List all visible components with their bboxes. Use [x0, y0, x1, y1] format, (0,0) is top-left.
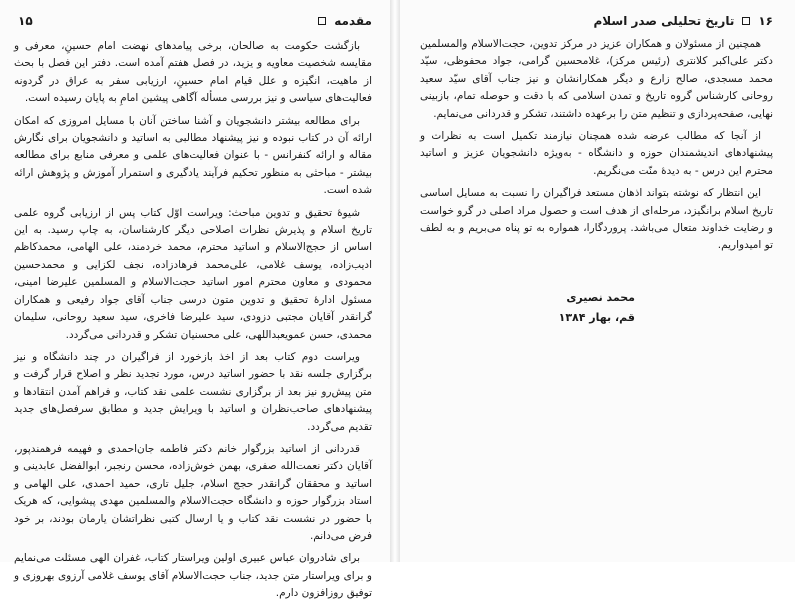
left-body-text	[14, 38, 372, 608]
left-header-title-group	[318, 14, 372, 28]
author-signature	[520, 288, 635, 328]
book-gutter	[390, 0, 400, 562]
paragraph: از آنجا که مطالب عرضه شده همچنان نیازمند تکمیل است به نظرات و پیشنهادهای اندیشمندان حوزه و دانشگاه - به‌ویژه دانشجویان عزیز و اساتید محترم این درس - به دیدهٔ منّت می‌نگریم.	[420, 130, 773, 177]
right-page-number: ۱۶	[758, 14, 773, 28]
paragraph: بازگشت حکومت به صالحان، برخی پیامدهای نهضت امام حسینِ، معرفی و مقایسه شخصیت معاویه و یزید، در فصل هفتم آمده است. دفتر این فصل با بحث از ماهیت، انگیزه و علل قیام امام حسینِ، ارزیابی سفر به عراق در گردونه فعالیت‌های سیاسی و نیز بررسی مسأله آگاهی پیشین امامِ به پایان رسیده است.	[14, 40, 372, 105]
paragraph: برای مطالعه بیشتر دانشجویان و آشنا ساختن آنان با مسایل امروزی که امکان ارائه آن در کتاب نبوده و نیز پیشنهاد مطالبی به اساتید و دانشجویان برای نگارش مقاله و ارائه کنفرانس - با عنوان فعالیت‌های علمی و معرفی منابع برای مطالعه بیشتر - مباحثی به منظور تحکیم فرآیند یادگیری و استمرار آموزش و پژوهش ارائه شده است.	[14, 114, 372, 197]
right-running-header	[420, 14, 773, 28]
paragraph: همچنین از مسئولان و همکاران عزیز در مرکز تدوین، حجت‌الاسلام والمسلمین دکتر علی‌اکبر کلانتری (رئیس مرکز)، غلامحسین گرامی، جواد محفوظی، سیّد محمد مسجدی، صالح زارع و دیگر همکارانشان و نیز جناب آقای سیّد سعید روحانی کارشناس گروه تاریخ و تمدن اسلامی که با دقت و حوصله تمام، بازبینی نهایی، صفحه‌پردازی و تنظیم متن را برعهده داشتند، تشکر و قدردانی می‌نمایم.	[420, 38, 773, 120]
left-page-number: ۱۵	[18, 14, 33, 28]
paragraph: قدردانی از اساتید بزرگوار خانم دکتر فاطمه جان‌احمدی و فهیمه فرهمندپور، آقایان دکتر نعمت‌الله صفری، بهمن خوش‌زاده، محسن رنجبر، ابوالفضل عابدینی و اساتید و محققان گرانقدر حجج اسلام، جلیل تاری، حمید احمدی، علی الهامی و استاد بزرگوار حوزه و دانشگاه حجت‌الاسلام والمسلمین مهدی پیشوایی، که هریک با حضور در نشست نقد کتاب و یا ارسال کتبی نظراتشان یارمان بودند، بر خود فرض می‌دانم.	[14, 442, 372, 542]
paragraph: این انتظار که نوشته بتواند اذهان مستعد فراگیران را نسبت به مسایل اساسی تاریخ اسلام برانگیزد، مرحله‌ای از هدف است و حصول مراد اصلی در گرو خواست و رضایت خداوند متعال می‌باشد. پروردگارا، همواره به تو پناه می‌بریم و به لطف تو امیدواریم.	[420, 187, 773, 252]
right-body-text	[420, 36, 773, 260]
right-page	[400, 0, 795, 562]
paragraph: ویراست دوم کتاب بعد از اخذ بازخورد از فراگیران در چند دانشگاه و نیز برگزاری جلسه نقد با حضور اساتید درس، مورد تجدید نظر و اصلاح قرار گرفت و متن پیش‌رو نیز بعد از برگزاری نشست علمی نقد کتاب، و فراهم آمدن انتقادها و پیشنهادهای صاحب‌نظران و اساتید با ویرایش جدید و مطابق سرفصل‌های جدید تقدیم می‌گردد.	[14, 350, 372, 433]
signature-name: محمد نصیری	[566, 291, 635, 304]
left-page	[0, 0, 390, 600]
square-ornament-icon	[742, 17, 750, 25]
paragraph: شیوهٔ تحقیق و تدوین مباحث: ویراست اوّل کتاب پس از ارزیابی گروه علمی تاریخ اسلام و پذیرش نظرات اصلاحی دیگر کارشناسان، به چاپ رسید. به این اساس از حجج‌الاسلام و اساتید محترم، محمد خردمند، علی الهامی، محمدکاظم ادیب‌زاده، یوسف غلامی، علی‌محمد فرهادزاده، نجف لکزایی و محمدحسین محمودی و معاون محترم امور اساتید حجت‌الاسلام و المسلمین علیرضا امینی، مسئول ادارهٔ تحقیق و تدوین متون درسی جناب آقای جواد رفیعی و همکاران گرانقدر آقایان مجتبی دزودی، سید علیرضا فاخری، سید سعید روحانی، سلیمان محمدی، حسن عمویعبداللهی، علی محسنیان تشکر و قدردانی می‌گردد.	[14, 206, 372, 341]
signature-date: قم، بهار ۱۳۸۴	[558, 311, 635, 324]
left-running-header	[18, 14, 372, 28]
paragraph: برای شادروان عباس عبیری اولین ویراستار کتاب، غفران الهی مسئلت می‌نمایم و برای ویراستار متن جدید، جناب حجت‌الاسلام آقای یوسف غلامی آرزوی بهروزی و توفیق روزافزون دارم.	[14, 552, 372, 600]
square-ornament-icon	[318, 17, 326, 25]
left-running-head-title: مقدمه	[334, 14, 372, 28]
right-running-head-title: تاریخ تحلیلی صدر اسلام	[593, 14, 735, 28]
